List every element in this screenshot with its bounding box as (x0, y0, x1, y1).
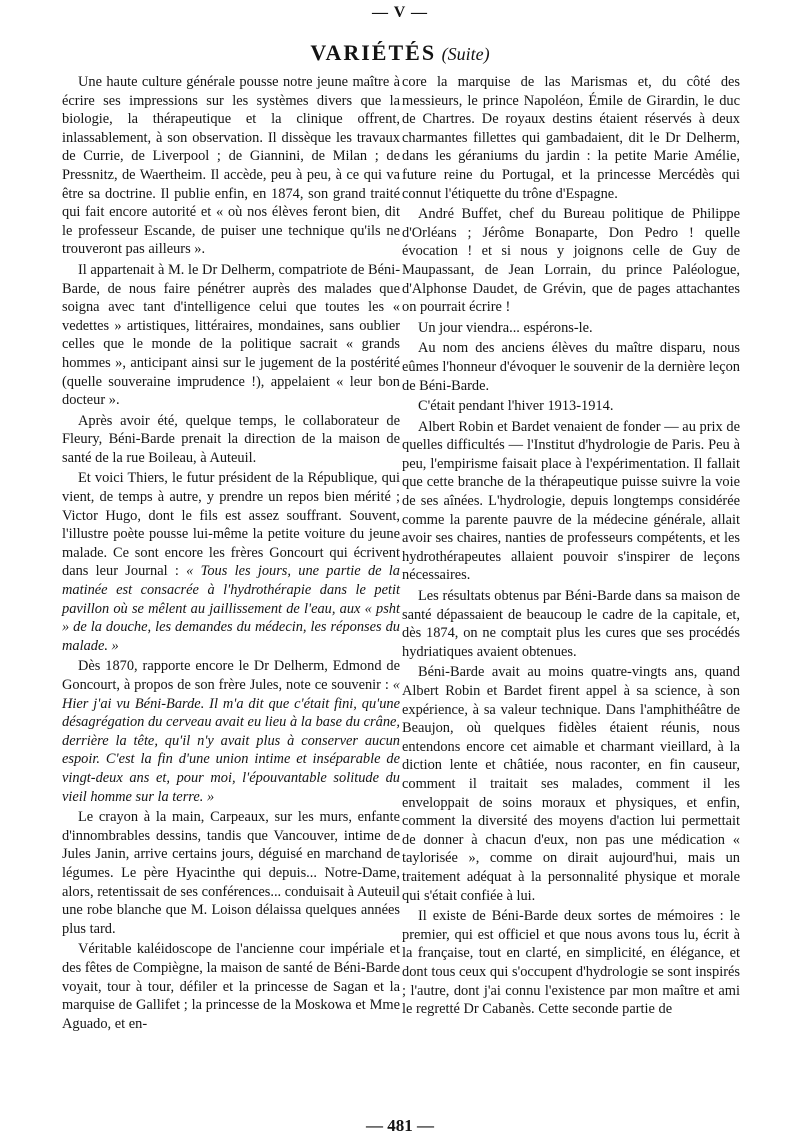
paragraph: Après avoir été, quelque temps, le collaborateur de Fleury, Béni-Barde prenait la direction de la maison de santé de la rue Boileau, à Auteuil. (62, 412, 400, 466)
paragraph: Il appartenait à M. le Dr Delherm, compatriote de Béni-Barde, de nous faire pénétrer auprès des malades que soigna avec tant d'intelligence celui que toutes les « vedettes » artistiques, littéraires, mondaines, sans oublier celles que le monde de la politique sacrait « grands hommes », anticipant ainsi sur le jugement de la postérité (quelle souveraine imprudence !), appelaient « leur bon docteur ». (62, 261, 400, 409)
paragraph: Les résultats obtenus par Béni-Barde dans sa maison de santé dépassaient de beaucoup le cadre de la capitale, et, dès 1874, on ne comptait plus les cures que ses procédés hydriatiques avaient obtenues. (402, 588, 740, 660)
paragraph: Le crayon à la main, Carpeaux, sur les murs, enfante d'innombrables dessins, tandis que Vancouver, intime de Jules Janin, arrive certains jours, déguisé en marchand de légumes. Le père Hyacinthe qui depuis... Notre-Dame, alors, retentissait de ses conférences... conduisait à Auteuil une robe blanche que M. Loison délaissa quelques années plus tard. (62, 809, 400, 937)
goncourt-quote: « Hier j'ai vu Béni-Barde. Il m'a dit que c'était fini, qu'une désagrégation du cerveau avait eu lieu à la base du crâne, derrière la tête, qu'il n'y avait plus à conserver aucun espoir. C'est la fin d'une union intime et inséparable de vingt-deux ans et, pour moi, l'épouvantable solitude du vieil homme sur la terre. » (62, 677, 400, 805)
goncourt-quote: « Tous les jours, une partie de la matinée est consacrée à l'hydrothérapie dans le petit pavillon où se mêlent au jaillissement de l'eau, aux « psht » de la douche, les demandes du médecin, les réponses du malade. » (62, 563, 400, 654)
paragraph: André Buffet, chef du Bureau politique de Philippe d'Orléans ; Jérôme Bonaparte, Don Pedro ! quelle évocation ! et si nous y joignons celle de Guy de Maupassant, de Jean Lorrain, du prince Paléologue, d'Alphonse Daudet, de Grévin, que de pages attachantes on pourrait écrire ! (402, 206, 740, 316)
page-title (0, 40, 800, 66)
paragraph: Albert Robin et Bardet venaient de fonder — au prix de quelles difficultés — l'Institut d'hydrologie de Paris. Peu à peu, l'empirisme faisait place à l'expérimentation. Il fallait que cette branche de la thérapeutique puisse suivre la voie de ses aînées. L'hydrologie, depuis longtemps considérée comme la parente pauvre de la médecine générale, allait avoir ses chaires, nanties de professeurs compétents, et les hydrothérapeutes allaient pouvoir s'inspirer de leçons nécessaires. (402, 418, 740, 584)
paragraph: Béni-Barde avait au moins quatre-vingts ans, quand Albert Robin et Bardet firent appel à sa science, à son expérience, à sa valeur technique. Dans l'amphithéâtre de Beaujon, où quelques fidèles étaient réunis, nous entendons encore cet aimable et charmant vieillard, à la diction lente et châtiée, nous raconter, en fin causeur, comment il traitait ses malades, comment il les enveloppait de soins moraux et physiques, et enfin, comment la diversité des moyens d'action lui permettait de donner à chacun d'eux, non pas une médication « taylorisée », comme on dirait aujourd'hui, mais un traitement adéquat à la personnalité physique et morale qui s'était confiée à lui. (402, 664, 740, 904)
left-column (62, 73, 400, 1035)
section-marker: — V — (372, 4, 428, 21)
paragraph: Véritable kaléidoscope de l'ancienne cour impériale et des fêtes de Compiègne, la maison de santé de Béni-Barde voyait, tour à tour, défiler et la princesse de Sagan et la marquise de Gallifet ; la princesse de la Moskowa et Mme Aguado, et en- (62, 941, 400, 1032)
page-number: — 481 — (366, 1116, 434, 1135)
title-text: VARIÉTÉS (310, 40, 437, 65)
paragraph: Au nom des anciens élèves du maître disparu, nous eûmes l'honneur d'évoquer le souvenir de la dernière leçon de Béni-Barde. (402, 340, 740, 394)
right-column (402, 73, 740, 1021)
paragraph: core la marquise de las Marismas et, du côté des messieurs, le prince Napoléon, Émile de Girardin, le duc de Chartres. De royaux destins étaient réservés à deux charmantes fillettes qui gambadaient, dit le Dr Delherm, dans les géraniums du jardin : la petite Marie Amélie, future reine du Portugal, et la princesse Mercédès qui connut l'étiquette du trône d'Espagne. (402, 74, 740, 202)
title-subtitle: (Suite) (441, 44, 490, 64)
paragraph: Une haute culture générale pousse notre jeune maître à écrire ses impressions sur les systèmes divers que la biologie, la thérapeutique et la clinique offrent, inlassablement, à son observation. Il dissèque les travaux de Currie, de Liverpool ; de Giannini, de Milan ; de Pressnitz, de Waertheim. Il accède, peu à peu, à ce qui va être sa doctrine. Il publie enfin, en 1874, son grand traité qui fait encore autorité et « où nos élèves feront bien, dit le professeur Escande, de puiser une technique qu'ils ne trouveront pas ailleurs ». (62, 74, 400, 258)
paragraph: Dès 1870, rapporte encore le Dr Delherm, Edmond de Goncourt, à propos de son frère Jules, note ce souvenir : « Hier j'ai vu Béni-Barde. Il m'a dit que c'était fini, qu'une désagrégation du cerveau avait eu lieu à la base du crâne, derrière la tête, qu'il n'y avait plus à conserver aucun espoir. C'est la fin d'une union intime et inséparable de vingt-deux ans et, pour moi, l'épouvantable solitude du vieil homme sur la terre. » (62, 658, 400, 805)
paragraph: C'était pendant l'hiver 1913-1914. (418, 398, 614, 415)
paragraph: Un jour viendra... espérons-le. (418, 319, 593, 336)
paragraph: Et voici Thiers, le futur président de la République, qui vient, de temps à autre, y prendre un repos bien mérité ; Victor Hugo, dont le fils est assez souffrant. Souvent, l'illustre poète pousse lui-même la petite voiture du jeune malade. Ce sont encore les frères Goncourt qui écrivent dans leur Journal : « Tous les jours, une partie de la matinée est consacrée à l'hydrothérapie dans le petit pavillon où se mêlent au jaillissement de l'eau, aux « psht » de la douche, les demandes du médecin, les réponses du malade. » (62, 470, 400, 654)
paragraph: Il existe de Béni-Barde deux sortes de mémoires : le premier, qui est officiel et que nous avons tous lu, écrit à la française, tout en clarté, en simplicité, en élégance, et dont tous ceux qui s'occupent d'hydrologie se sont inspirés ; l'autre, dont j'ai connu l'existence par mon maître et ami le regretté Dr Cabanès. Cette seconde partie de (402, 908, 740, 1018)
